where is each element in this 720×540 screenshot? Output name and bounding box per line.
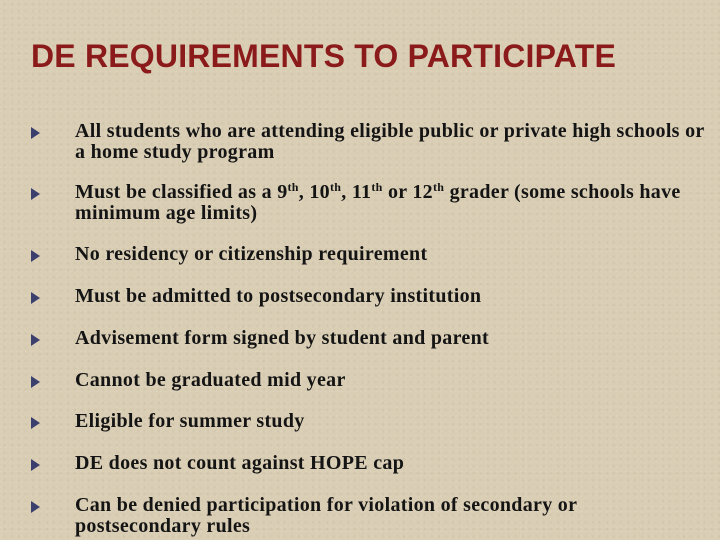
- bullet-text: Advisement form signed by student and parent: [75, 327, 489, 349]
- bullet-text: Must be classified as a 9th, 10th, 11th or 12th grader (some schools have minimum age limits): [75, 180, 681, 224]
- triangle-right-icon: [31, 417, 40, 429]
- bullet-text: Can be denied participation for violation of secondary or postsecondary rules: [75, 494, 577, 537]
- triangle-right-icon: [31, 250, 40, 262]
- triangle-right-icon: [31, 459, 40, 471]
- slide-title: DE REQUIREMENTS TO PARTICIPATE: [31, 38, 616, 74]
- bullet-text: Cannot be graduated mid year: [75, 369, 346, 391]
- triangle-right-icon: [31, 292, 40, 304]
- bullet-text: No residency or citizenship requirement: [75, 243, 428, 265]
- triangle-right-icon: [31, 127, 40, 139]
- bullet-text: Eligible for summer study: [75, 410, 305, 432]
- bullet-text: DE does not count against HOPE cap: [75, 452, 405, 474]
- triangle-right-icon: [31, 334, 40, 346]
- bullet-text: All students who are attending eligible public or private high schools or a home study program: [75, 120, 705, 163]
- triangle-right-icon: [31, 376, 40, 388]
- triangle-right-icon: [31, 188, 40, 200]
- bullet-text: Must be admitted to postsecondary institution: [75, 285, 482, 307]
- triangle-right-icon: [31, 501, 40, 513]
